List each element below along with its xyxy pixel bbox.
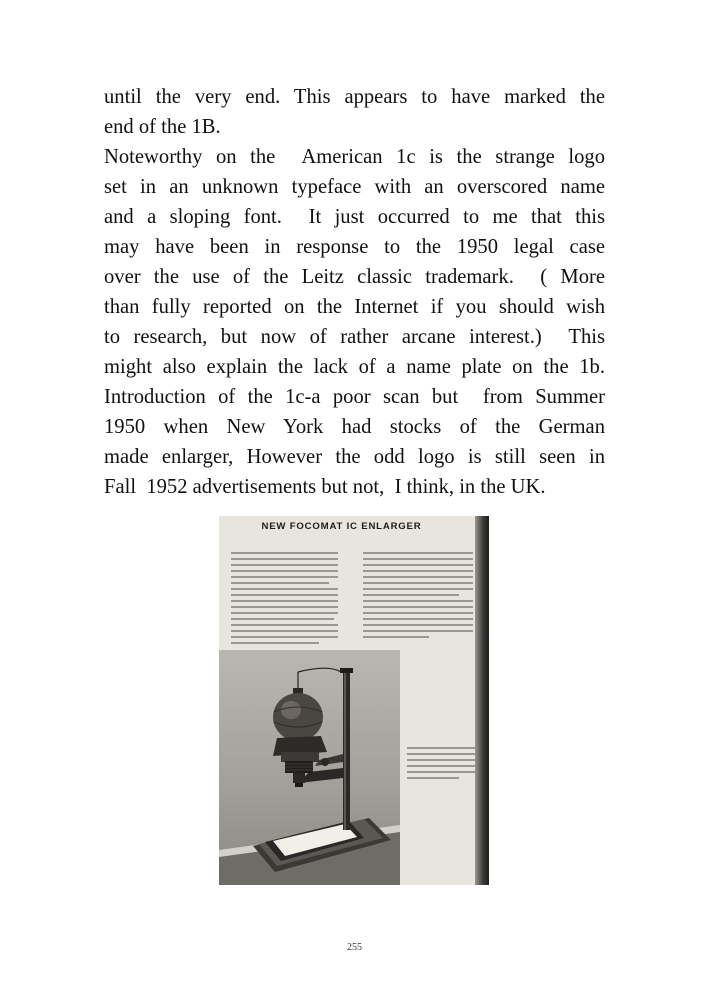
text-line: 1950 when New York had stocks of the German (104, 416, 605, 438)
text-line: Noteworthy on the American 1c is the strange logo (104, 146, 605, 168)
text-line: to research, but now of rather arcane interest.) This (104, 326, 605, 348)
scanned-advertisement (219, 516, 489, 885)
text-line: might also explain the lack of a name plate on the 1b. (104, 356, 605, 378)
page-gutter-shadow (475, 516, 489, 885)
text-line: until the very end. This appears to have marked the (104, 86, 605, 108)
enlarger-photo (219, 650, 400, 885)
text-line: end of the 1B. (104, 116, 221, 138)
body-text (104, 82, 605, 502)
text-line: over the use of the Leitz classic trademark. ( More (104, 266, 605, 288)
scan-title: NEW FOCOMAT IC ENLARGER (261, 521, 422, 532)
text-line: Introduction of the 1c-a poor scan but from Summer (104, 386, 605, 408)
text-line: set in an unknown typeface with an overscored name (104, 176, 605, 198)
text-line: Fall 1952 advertisements but not, I think, in the UK. (104, 476, 546, 498)
paragraph-2 (104, 142, 605, 502)
text-line: may have been in response to the 1950 legal case (104, 236, 605, 258)
page-number: 255 (347, 942, 362, 953)
text-line: and a sloping font. It just occurred to me that this (104, 206, 605, 228)
enlarger-illustration (219, 650, 400, 885)
text-line: made enlarger, However the odd logo is still seen in (104, 446, 605, 468)
scan-right-column (363, 553, 473, 637)
paragraph-1 (104, 82, 605, 142)
text-line: than fully reported on the Internet if you should wish (104, 296, 605, 318)
scan-left-column (231, 553, 338, 643)
scan-caption-lines (407, 748, 475, 778)
